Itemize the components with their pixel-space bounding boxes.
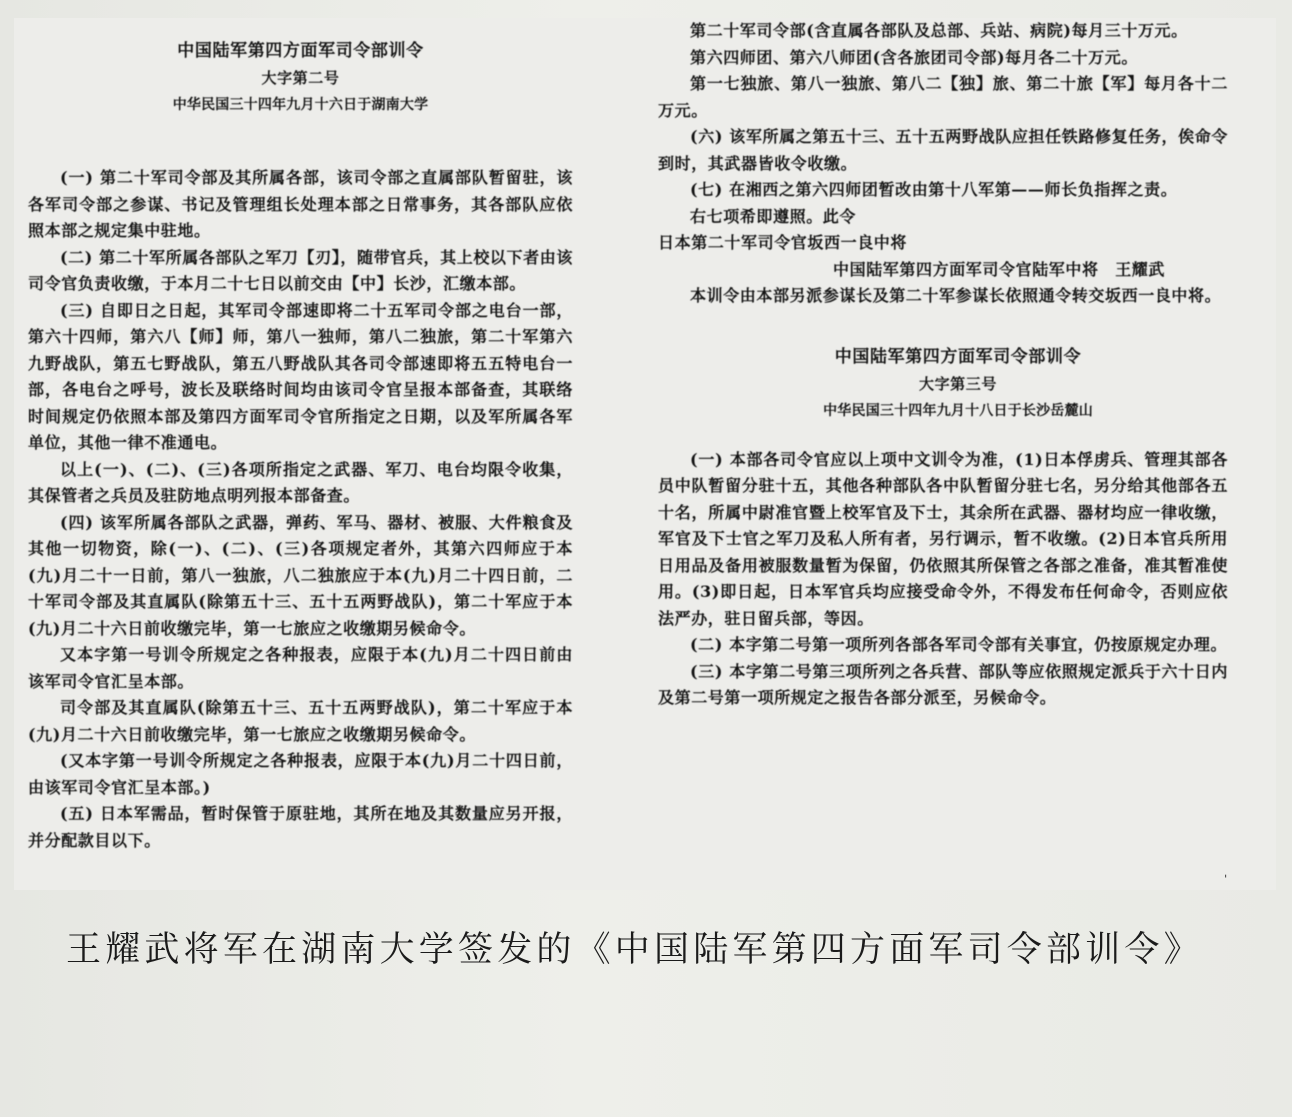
- left-paragraph: (四) 该军所属各部队之武器，弹药、军马、器材、被服、大件粮食及其他一切物资，除(一)、(二)、(三)各项规定者外，其第六四师应于本(九)月二十一日前，第八一独旅，八二独旅应于本(九)月二十四日前，二十军司令部及其直属队(除第五十三、五十五两野战队)，第二十军应于本(九)月二十六日前收缴完毕，第一七旅应之收缴期另候命令。: [28, 512, 573, 638]
- right-paragraph: (一) 本部各司令官应以上项中文训令为准，(1)日本俘虏兵、管理其部各员中队暂留分驻十五，其他各种部队各中队暂留分驻七名，另分给其他部各五十名，所属中尉准官暨上校军官及下士，其余所在武器、器材均应一律收缴，军官及下士官之军刀及私人所有者，另行调示，暂不收缴。(2)日本官兵所用日用品及备用被服数量暂为保留，仍依照其所保管之各部之准备，准其暂准使用。(3)即日起，日本军官兵均应接受命令外，不得发布任何命令，否则应依法严办，驻日留兵部，等因。: [658, 449, 1228, 628]
- right-paragraph: (二) 本字第二号第一项所列各部各军司令部有关事宜，仍按原规定办理。: [690, 635, 1228, 654]
- delivery-note: 本训令由本部另派参谋长及第二十军参谋长依照通令转交坂西一良中将。: [690, 286, 1222, 305]
- recipient-line: 日本第二十军司令官坂西一良中将: [658, 233, 908, 252]
- left-paragraph: (二) 第二十军所属各部队之军刀【刃】，随带官兵，其上校以下者由该司令官负责收缴，于本月二十七日以前交由【中】长沙，汇缴本部。: [28, 247, 573, 293]
- document-photo: [14, 18, 1276, 890]
- left-paragraph: 司令部及其直属队(除第五十三、五十五两野战队)，第二十军应于本(九)月二十六日前收缴完毕，第一七旅应之收缴期另候命令。: [28, 698, 573, 744]
- right-column: [658, 18, 1228, 712]
- left-paragraph: 以上(一)、(二)、(三)各项所指定之武器、军刀、电台均限令收集，其保管者之兵员及驻防地点明列报本部备查。: [28, 459, 573, 505]
- right-continuation-line: (六) 该军所属之第五十三、五十五两野战队应担任铁路修复任务，俟命令到时，其武器皆收令收缴。: [658, 127, 1228, 173]
- right-order-header: [658, 344, 1228, 425]
- signatory-line: 中国陆军第四方面军司令官陆军中将 王耀武: [833, 259, 1166, 279]
- left-column: [28, 18, 573, 854]
- left-order-title: 中国陆军第四方面军司令部训令: [177, 41, 424, 61]
- left-order-header: [28, 38, 573, 119]
- left-paragraph: (一) 第二十军司令部及其所属各部，该司令部之直属部队暂留驻，该各军司令部之参谋、书记及管理组长处理本部之日常事务，其各部队应依照本部之规定集中驻地。: [28, 168, 573, 240]
- left-paragraph: 又本字第一号训令所规定之各种报表，应限于本(九)月二十四日前由该军司令官汇呈本部。: [28, 645, 573, 691]
- left-paragraph: (又本字第一号训令所规定之各种报表，应限于本(九)月二十四日前，由该军司令官汇呈本部。): [28, 751, 573, 797]
- page-edge-mark: ˈ: [1224, 873, 1228, 887]
- photo-caption: 王耀武将军在湖南大学签发的《中国陆军第四方面军司令部训令》: [66, 930, 1203, 970]
- right-paragraph: (三) 本字第二号第三项所列之各兵营、部队等应依照规定派兵于六十日内及第二号第一项所规定之报告各部分派至，另候命令。: [658, 661, 1228, 707]
- right-order-number: 大字第三号: [918, 374, 997, 393]
- right-continuation-line: 第一七独旅、第八一独旅、第八二【独】旅、第二十旅【军】每月各十二万元。: [658, 74, 1228, 120]
- right-continuation-line: 第六四师团、第六八师团(含各旅团司令部)每月各二十万元。: [690, 47, 1138, 67]
- left-order-number: 大字第二号: [261, 69, 340, 87]
- right-continuation-line: 第二十军司令部(含直属各部队及总部、兵站、病院)每月三十万元。: [690, 21, 1188, 40]
- closing-line: 右七项希即遵照。此令: [690, 206, 857, 226]
- right-continuation-line: (七) 在湘西之第六四师团暂改由第十八军第——师长负指挥之责。: [690, 180, 1178, 199]
- right-order-date: 中华民国三十四年九月十八日于长沙岳麓山: [823, 402, 1093, 419]
- left-paragraph: (五) 日本军需品，暂时保管于原驻地，其所在地及其数量应另开报，并分配款目以下。: [28, 804, 573, 850]
- left-order-date: 中华民国三十四年九月十六日于湖南大学: [172, 97, 429, 113]
- right-order-title: 中国陆军第四方面军司令部训令: [834, 346, 1082, 367]
- left-paragraph: (三) 自即日之日起，其军司令部速即将二十五军司令部之电台一部，第六十四师，第六八【师】师，第八一独师，第八二独旅，第二十军第六九野战队，第五七野战队，第五八野战队其各司令部速即将五五特电台一部，各电台之呼号，波长及联络时间均由该司令官呈报本部备查，其联络时间规定仍依照本部及第四方面军司令官所指定之日期，以及军所属各军单位，其他一律不准通电。: [28, 300, 573, 452]
